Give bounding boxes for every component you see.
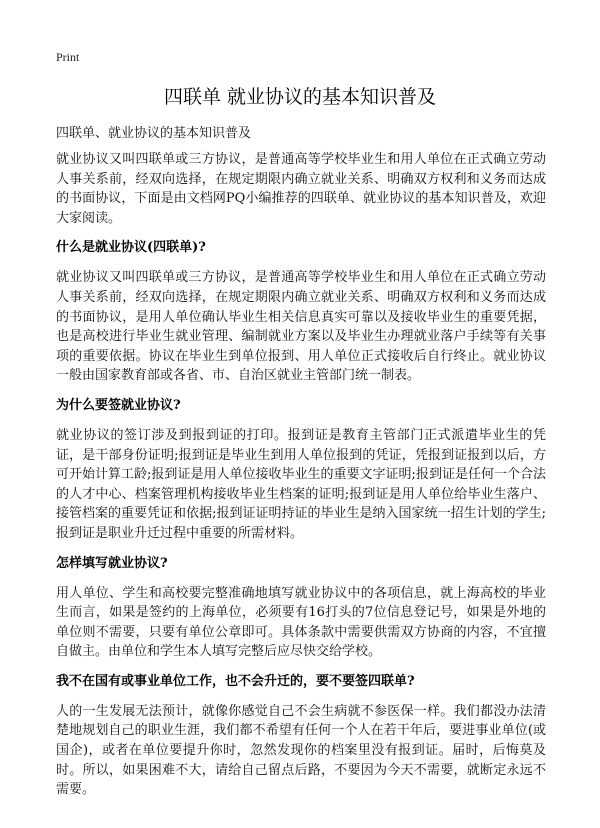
section-heading-why-sign: 为什么要签就业协议? [56, 397, 181, 413]
page-title: 四联单 就业协议的基本知识普及 [163, 86, 437, 108]
print-link[interactable]: Print [56, 50, 80, 64]
section-body-what-is: 就业协议又叫四联单或三方协议，是普通高等学校毕业生和用人单位在正式确立劳动人事关系前，经双向选择，在规定期限内确立就业关系、明确双方权利和义务而达成的书面协议，是用人单位确认毕业生相关信息真实可靠以及接收毕业生的重要凭据，也是高校进行毕业生就业管理、编制就业方案以及毕业生办理就业落户手续等有关事项的重要依据。协议在毕业生到单位报到、用人单位正式接收后自行终止。就业协议一般由国家教育部或各省、市、自治区就业主管部门统一制表。 [56, 270, 546, 384]
section-heading-how-fill: 怎样填写就业协议? [56, 555, 168, 571]
section-heading-need-sign: 我不在国有或事业单位工作，也不会升迁的，要不要签四联单? [56, 673, 415, 689]
intro-paragraph: 就业协议又叫四联单或三方协议，是普通高等学校毕业生和用人单位在正式确立劳动人事关系前，经双向选择，在规定期限内确立就业关系、明确双方权利和义务而达成的书面协议，下面是由文档网PQ小编推荐的四联单、就业协议的基本知识普及，欢迎大家阅读。 [56, 152, 546, 226]
document-subtitle: 四联单、就业协议的基本知识普及 [56, 126, 252, 141]
section-body-how-fill: 用人单位、学生和高校要完整准确地填写就业协议中的各项信息，就上海高校的毕业生而言，如果是签约的上海单位，必须要有16打头的7位信息登记号，如果是外地的单位则不需要，只要有单位公章即可。具体条款中需要供需双方协商的内容，不宜擅自做主。由单位和学生本人填写完整后应尽快交给学校。 [56, 585, 546, 660]
article-body [56, 150, 546, 811]
section-body-need-sign: 人的一生发展无法预计，就像你感觉自己不会生病就不参医保一样。我们都没办法清楚地规划自己的职业生涯，我们都不希望有任何一个人在若干年后，要进事业单位(或国企)，或者在单位要提升你时，忽然发现你的档案里没有报到证。届时，后悔莫及时。所以，如果困难不大，请给自己留点后路，不要因为今天不需要，就断定永远不需要。 [56, 703, 546, 798]
section-body-why-sign: 就业协议的签订涉及到报到证的打印。报到证是教育主管部门正式派遣毕业生的凭证，是干部身份证明;报到证是毕业生到用人单位报到的凭证，凭报到证报到以后，方可开始计算工龄;报到证是用人单位接收毕业生的重要文字证明;报到证是任何一个合法的人才中心、档案管理机构接收毕业生档案的证明;报到证是用人单位给毕业生落户、接管档案的重要凭证和依据;报到证证明持证的毕业生是纳入国家统一招生计划的学生;报到证是职业升迁过程中重要的所需材料。 [56, 427, 546, 541]
section-heading-what-is: 什么是就业协议(四联单)? [56, 240, 206, 256]
